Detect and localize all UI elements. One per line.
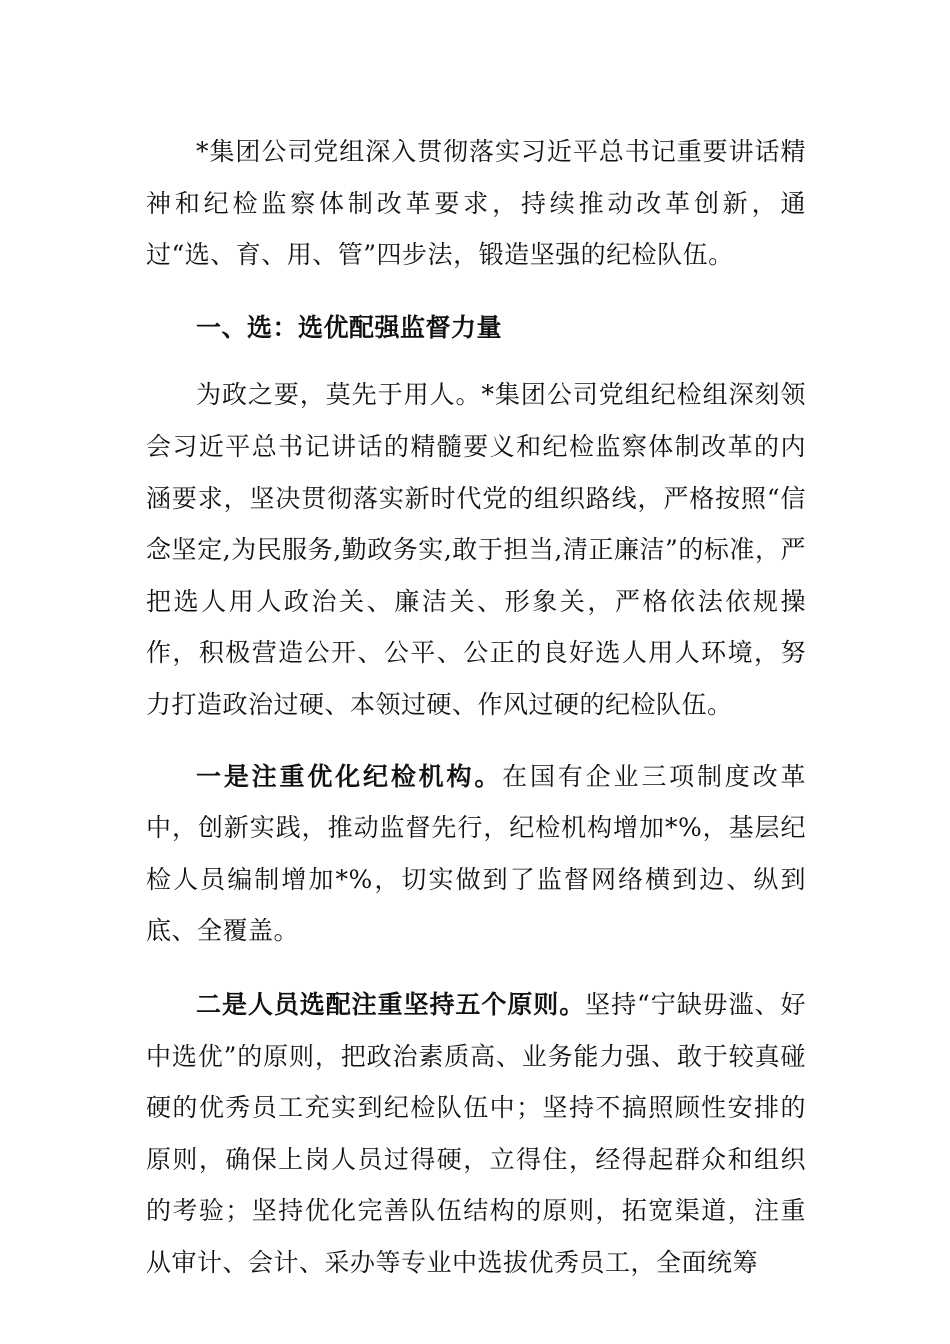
document-page bbox=[146, 126, 806, 1288]
body-paragraph-1: 为政之要，莫先于用人。*集团公司党组纪检组深刻领会习近平总书记讲话的精髓要义和纪检监察体制改革的内涵要求，坚决贯彻落实新时代党的组织路线，严格按照“信念坚定,为民服务,勤政务实,敢于担当,清正廉洁”的标准，严把选人用人政治关、廉洁关、形象关，严格依法依规操作，积极营造公开、公平、公正的良好选人用人环境，努力打造政治过硬、本领过硬、作风过硬的纪检队伍。 bbox=[146, 380, 806, 719]
intro-paragraph: *集团公司党组深入贯彻落实习近平总书记重要讲话精神和纪检监察体制改革要求，持续推动改革创新，通过“选、育、用、管”四步法，锻造坚强的纪检队伍。 bbox=[146, 137, 806, 270]
paragraph-3-body: 坚持“宁缺毋滥、好中选优”的原则，把政治素质高、业务能力强、敢于较真碰硬的优秀员工充实到纪检队伍中；坚持不搞照顾性安排的原则，确保上岗人员过得硬，立得住，经得起群众和组织的考验；坚持优化完善队伍结构的原则，拓宽渠道，注重从审计、会计、采办等专业中选拔优秀员工，全面统筹 bbox=[146, 989, 806, 1277]
section-heading: 一、选：选优配强监督力量 bbox=[196, 312, 503, 342]
body-paragraph-3 bbox=[146, 979, 806, 1289]
body-paragraph-2 bbox=[146, 751, 806, 957]
paragraph-3-lead: 二是人员选配注重坚持五个原则。 bbox=[196, 989, 586, 1019]
paragraph-2-lead: 一是注重优化纪检机构。 bbox=[196, 761, 503, 791]
paragraph-2-body: 在国有企业三项制度改革中，创新实践，推动监督先行，纪检机构增加*%，基层纪检人员编制增加*%，切实做到了监督网络横到边、纵到底、全覆盖。 bbox=[146, 761, 806, 946]
